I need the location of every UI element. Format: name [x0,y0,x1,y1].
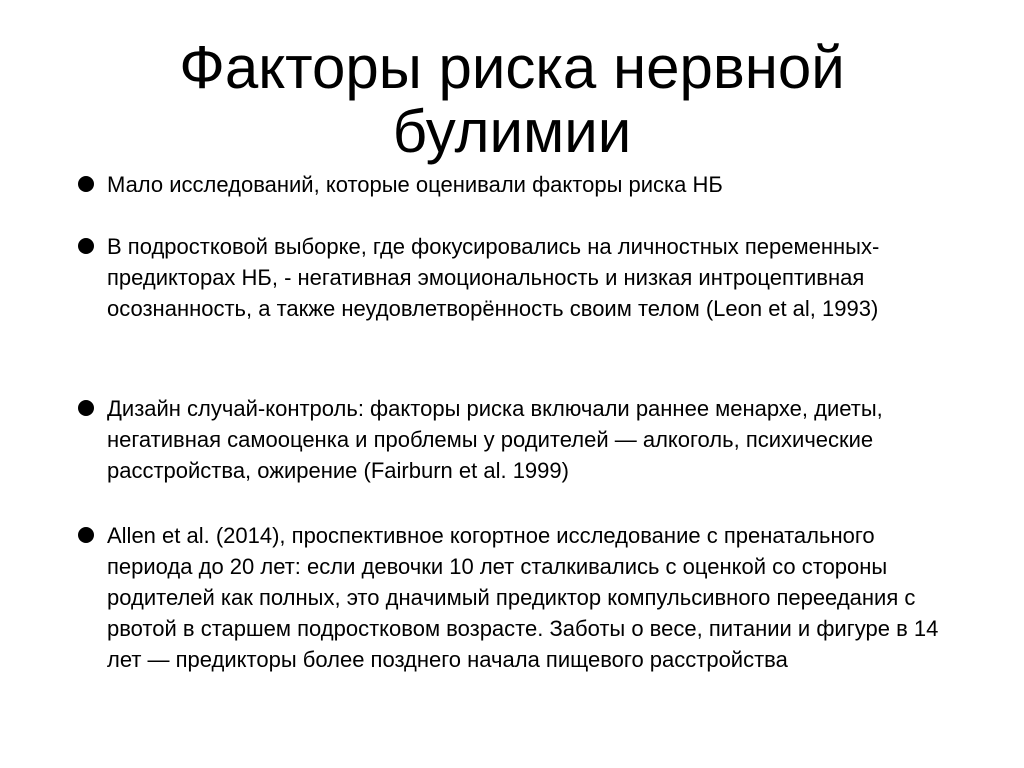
bullet-text: Allen et al. (2014), проспективное когортное исследование с пренатального периода до 20 лет: если девочки 10 лет сталкивались с оценкой со стороны родителей как полных, это днaчимый предиктор компульсивного переедания с рвотой в старшем подростковом возрасте. Заботы о весе, питании и фигуре в 14 лет — предикторы более позднего начала пищевого расстройства [107,523,939,672]
bullet-dot-icon [78,176,94,192]
bullet-text: В подростковой выборке, где фокусировались на личностных переменных-предикторах НБ, - негативная эмоциональность и низкая интроцептивная осознанность, а также неудовлетворённость своим телом (Leon et al, 1993) [107,234,880,321]
bullet-text: Дизайн случай-контроль: факторы риска включали раннее менархе, диеты, негативная самооценка и проблемы у родителей — алкоголь, психические расстройства, ожирение (Fairburn et al. 1999) [107,396,883,483]
bullet-dot-icon [78,400,94,416]
bullet-dot-icon [78,238,94,254]
slide-title: Факторы риска нервной булимии [179,34,845,165]
bullet-dot-icon [78,527,94,543]
bullet-text: Мало исследований, которые оценивали факторы риска НБ [107,172,723,197]
